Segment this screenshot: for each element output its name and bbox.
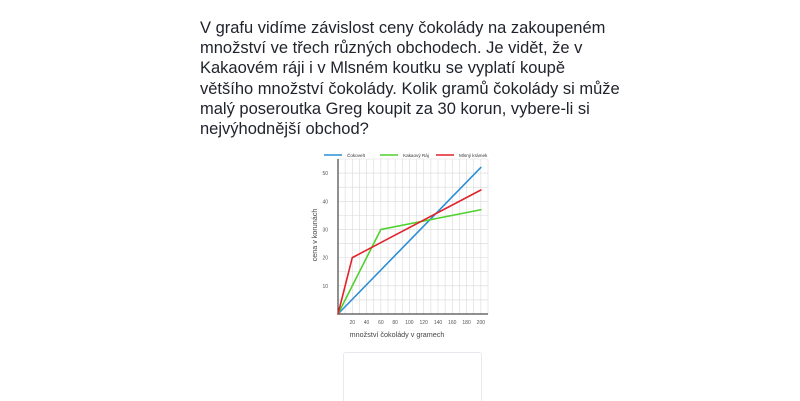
y-tick-label: 50 [322,171,328,178]
x-tick-label: 200 [476,320,486,326]
x-tick-label: 80 [392,320,398,326]
y-tick-label: 40 [322,199,328,206]
x-tick-label: 180 [462,320,471,326]
x-tick-label: 60 [378,320,384,326]
y-tick-label: 10 [322,283,328,290]
chart-legend [324,152,488,158]
legend-label: Čokovelt [347,153,365,158]
x-tick-label: 40 [363,320,370,326]
price-chart-svg [300,145,500,345]
price-chart [300,145,500,345]
x-tick-label: 100 [405,320,414,326]
x-tick-label: 140 [433,320,443,326]
legend-label: Kakaový Ráj [403,153,429,158]
x-axis-label: množství čokolády v gramech [349,330,445,339]
chart-ticks [322,171,485,326]
legend-label: Mlsný krámek [459,153,488,158]
y-tick-label: 30 [322,227,328,234]
x-tick-label: 120 [419,320,428,326]
x-tick-label: 20 [349,320,356,326]
question-text: V grafu vidíme závislost ceny čokolády na zakoupeném množství ve třech různých obchodech. Je vidět, že v Kakaovém ráji i v Mlsném koutku se vyplatí koupě většího množství čokolády. Kolik gramů čokolády si může malý poseroutka Greg koupit za 30 korun, vybere-li si nejvýhodnější obchod? [200,19,620,139]
x-tick-label: 160 [448,320,457,326]
y-axis-label: cena v korunách [310,208,319,262]
y-tick-label: 20 [322,255,328,262]
answer-card[interactable] [343,352,482,401]
